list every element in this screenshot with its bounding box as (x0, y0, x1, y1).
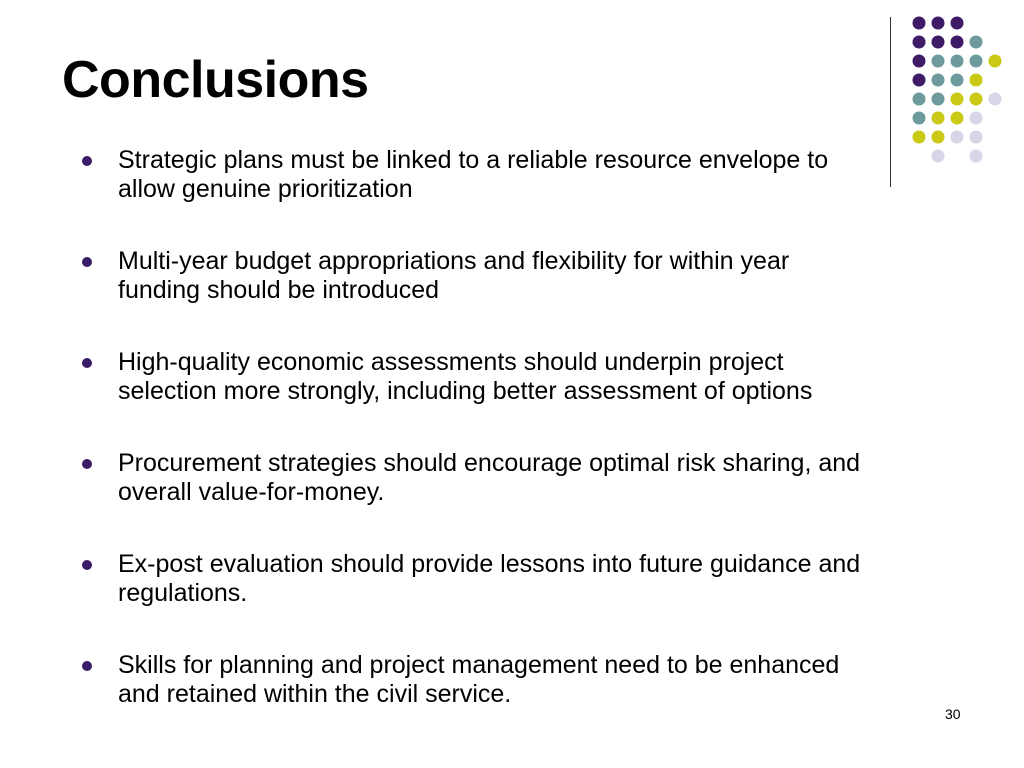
yellow-dot-icon (951, 112, 964, 125)
teal-dot-icon (951, 55, 964, 68)
bullet-text: Ex-post evaluation should provide lessons into future guidance and regulations. (118, 550, 861, 607)
teal-dot-icon (932, 55, 945, 68)
slide-title: Conclusions (62, 51, 369, 109)
purple-dot-icon (913, 36, 926, 49)
purple-dot-icon (913, 74, 926, 87)
teal-dot-icon (951, 74, 964, 87)
purple-dot-icon (932, 36, 945, 49)
lavender-dot-icon (970, 131, 983, 144)
yellow-dot-icon (932, 112, 945, 125)
purple-dot-icon (951, 36, 964, 49)
bullet-text: Procurement strategies should encourage optimal risk sharing, and overall value-for-money. (118, 449, 861, 506)
bullet-item (80, 550, 870, 608)
bullet-item (80, 651, 870, 709)
bullet-list (80, 146, 870, 709)
teal-dot-icon (970, 55, 983, 68)
title-divider-line (890, 17, 891, 187)
bullet-icon (82, 257, 92, 267)
bullet-text: Strategic plans must be linked to a reliable resource envelope to allow genuine prioritization (118, 146, 829, 203)
bullet-icon (82, 358, 92, 368)
purple-dot-icon (913, 55, 926, 68)
lavender-dot-icon (951, 131, 964, 144)
yellow-dot-icon (951, 93, 964, 106)
teal-dot-icon (913, 112, 926, 125)
yellow-dot-icon (970, 93, 983, 106)
lavender-dot-icon (970, 112, 983, 125)
bullet-icon (82, 156, 92, 166)
purple-dot-icon (932, 17, 945, 30)
yellow-dot-icon (989, 55, 1002, 68)
bullet-text: Skills for planning and project management need to be enhanced and retained within the civil service. (118, 651, 840, 708)
bullet-item (80, 146, 870, 204)
purple-dot-icon (913, 17, 926, 30)
bullet-item (80, 247, 870, 305)
bullet-text: High-quality economic assessments should underpin project selection more strongly, including better assessment of options (118, 348, 813, 405)
yellow-dot-icon (913, 131, 926, 144)
yellow-dot-icon (932, 131, 945, 144)
yellow-dot-icon (970, 74, 983, 87)
bullet-icon (82, 661, 92, 671)
lavender-dot-icon (970, 150, 983, 163)
bullet-text: Multi-year budget appropriations and flexibility for within year funding should be introduced (118, 247, 790, 304)
teal-dot-icon (932, 74, 945, 87)
teal-dot-icon (913, 93, 926, 106)
purple-dot-icon (951, 17, 964, 30)
bullet-icon (82, 560, 92, 570)
teal-dot-icon (970, 36, 983, 49)
bullet-icon (82, 459, 92, 469)
lavender-dot-icon (989, 93, 1002, 106)
lavender-dot-icon (932, 150, 945, 163)
teal-dot-icon (932, 93, 945, 106)
bullet-item (80, 449, 870, 507)
slide-number: 30 (945, 706, 961, 722)
bullet-item (80, 348, 870, 406)
